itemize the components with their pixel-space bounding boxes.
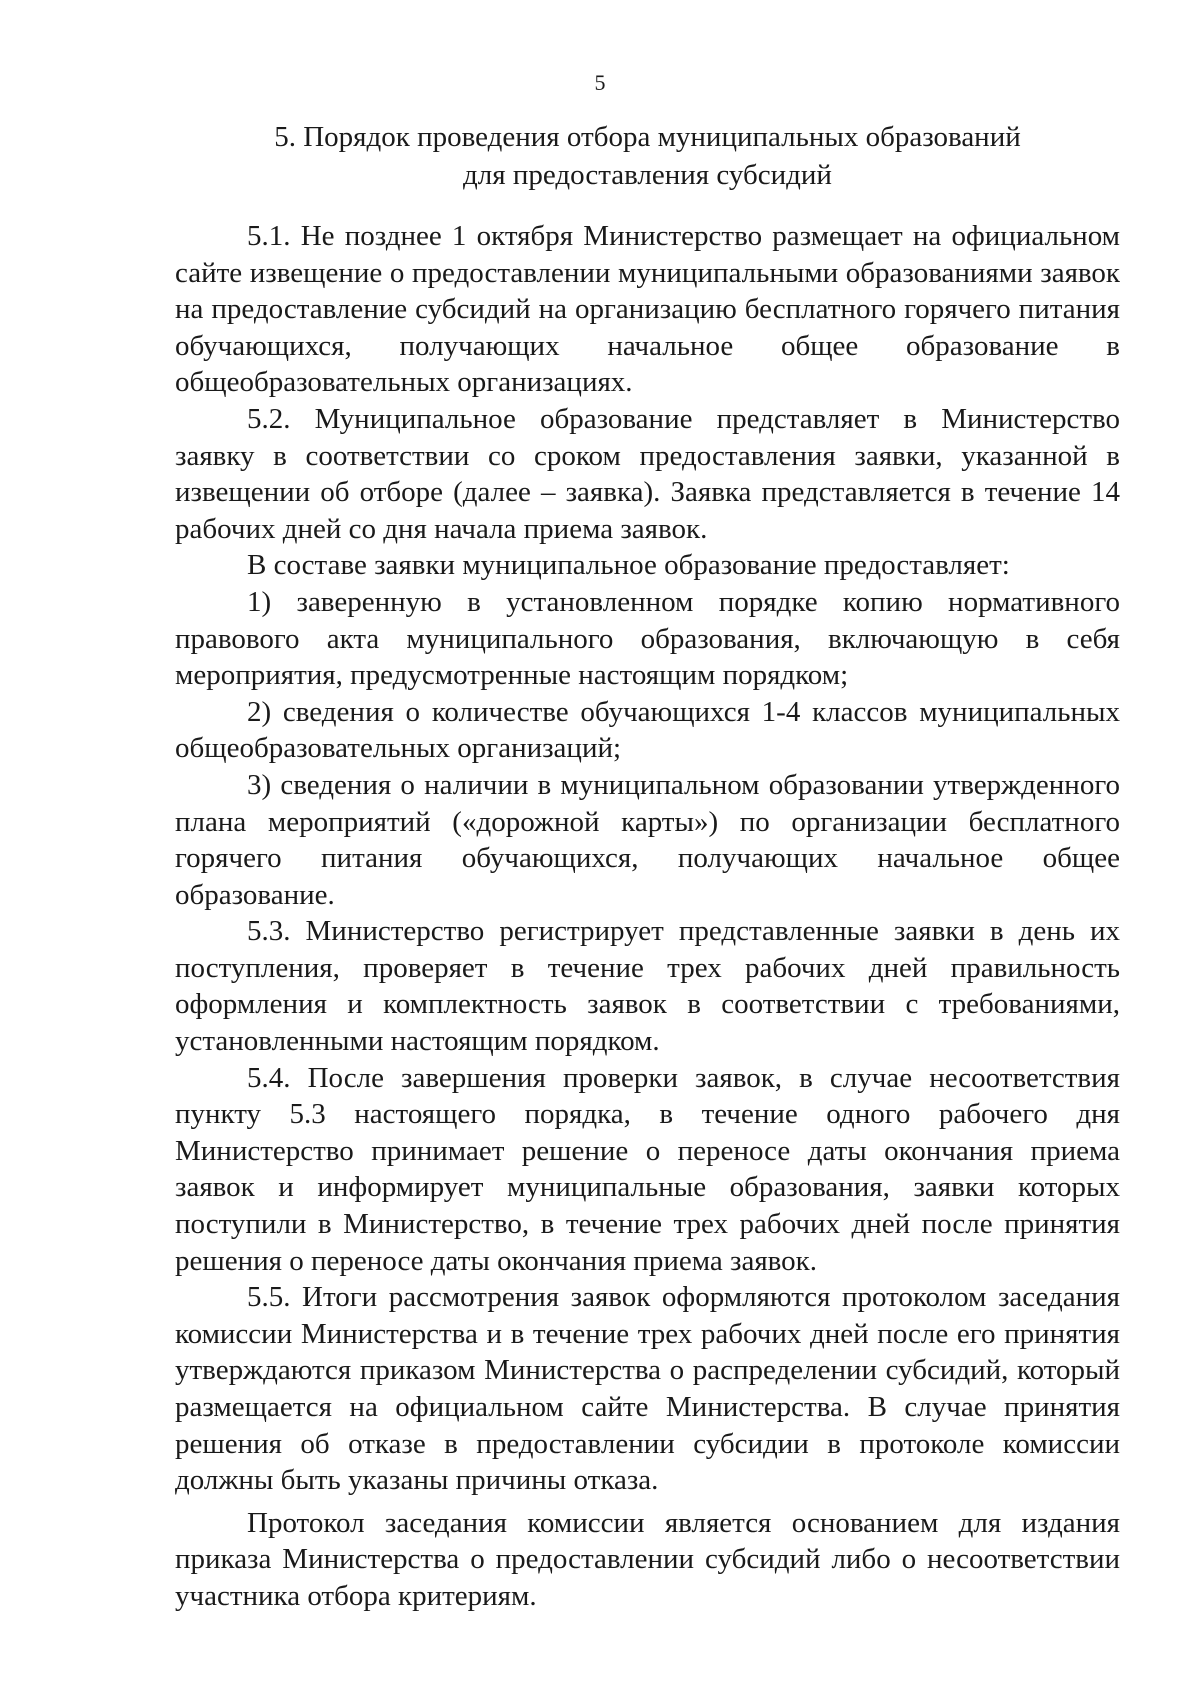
paragraph-protocol: Протокол заседания комиссии является основанием для издания приказа Министерства о предоставлении субсидий либо о несоответствии участника отбора критериям. [175, 1506, 1120, 1612]
document-body [175, 218, 1120, 1615]
paragraph-5-5: 5.5. Итоги рассмотрения заявок оформляются протоколом заседания комиссии Министерства и в течение трех рабочих дней после его принятия утверждаются приказом Министерства о распределении субсидий, который размещается на официальном сайте Министерства. В случае принятия решения об отказе в предоставлении субсидии в протоколе комиссии должны быть указаны причины отказа. [175, 1281, 1120, 1497]
section-title [175, 118, 1120, 194]
section-title-line-2: для предоставления субсидий [463, 159, 832, 191]
list-item-1: 1) заверенную в установленном порядке копию нормативного правового акта муниципального образования, включающую в себя мероприятия, предусмотренные настоящим порядком; [175, 585, 1120, 692]
paragraph-application-contents: В составе заявки муниципальное образование предоставляет: [247, 549, 1010, 582]
list-item-2: 2) сведения о количестве обучающихся 1-4 классов муниципальных общеобразовательных организаций; [175, 695, 1120, 765]
paragraph-5-4: 5.4. После завершения проверки заявок, в случае несоответствия пункту 5.3 настоящего порядка, в течение одного рабочего дня Министерство принимает решение о переносе даты окончания приема заявок и информирует муниципальные образования, заявки которых поступили в Министерство, в течение трех рабочих дней после принятия решения о переносе даты окончания приема заявок. [175, 1061, 1120, 1277]
paragraph-5-3: 5.3. Министерство регистрирует представленные заявки в день их поступления, проверяет в течение трех рабочих дней правильность оформления и комплектность заявок в соответствии с требованиями, установленными настоящим порядком. [175, 915, 1120, 1058]
paragraph-5-2: 5.2. Муниципальное образование представляет в Министерство заявку в соответствии со сроком предоставления заявки, указанной в извещении об отборе (далее – заявка). Заявка представляется в течение 14 рабочих дней со дня начала приема заявок. [175, 402, 1120, 545]
paragraph-5-1: 5.1. Не позднее 1 октября Министерство размещает на официальном сайте извещение о предоставлении муниципальными образованиями заявок на предоставление субсидий на организацию бесплатного горячего питания обучающихся, получающих начальное общее образование в общеобразовательных организациях. [175, 220, 1120, 399]
list-item-3: 3) сведения о наличии в муниципальном образовании утвержденного плана мероприятий («дорожной карты») по организации бесплатного горячего питания обучающихся, получающих начальное общее образование. [175, 768, 1120, 911]
section-title-line-1: 5. Порядок проведения отбора муниципальных образований [274, 121, 1021, 153]
page-number: 5 [594, 70, 606, 95]
